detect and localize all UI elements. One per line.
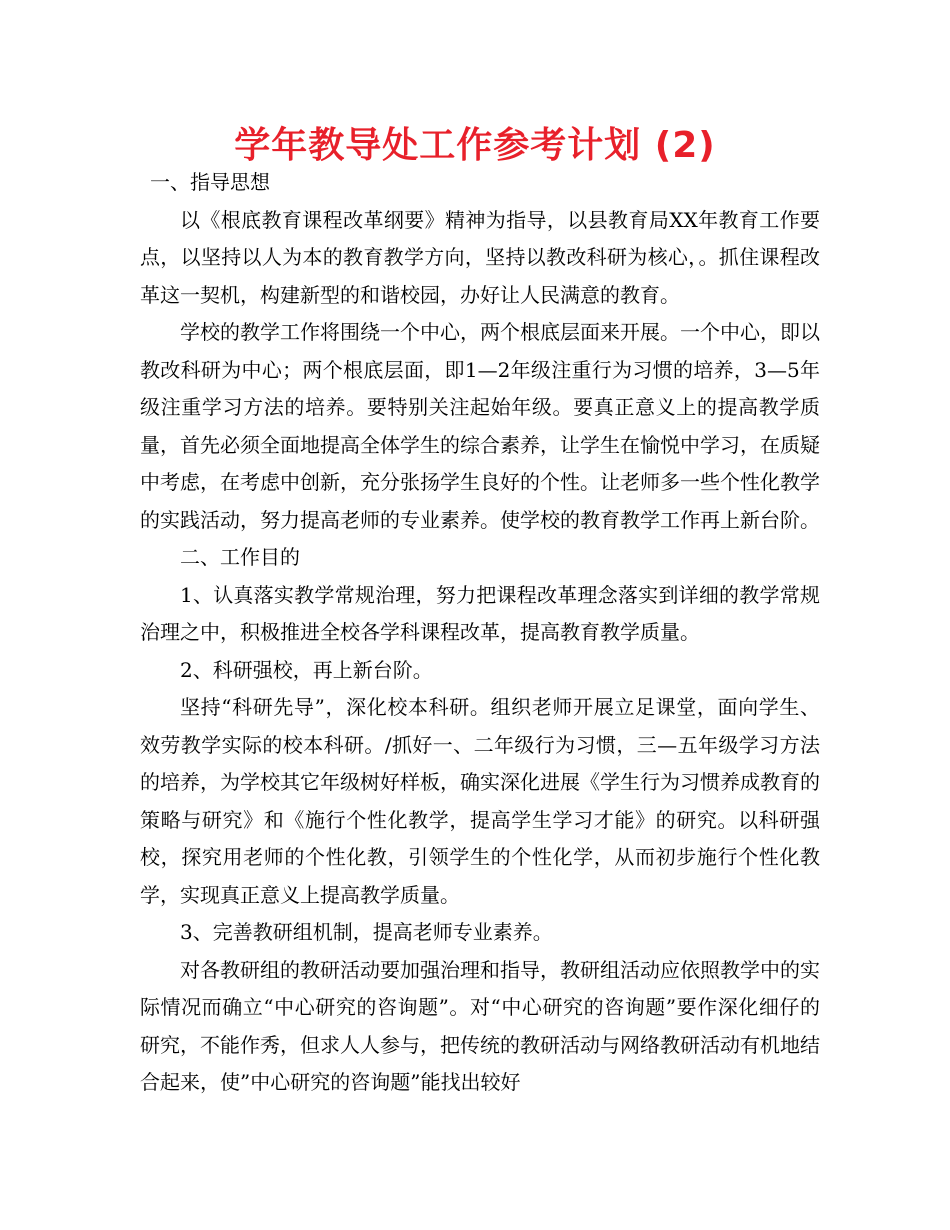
goal-item-3: 3、完善教研组机制，提高老师专业素养。 [180, 920, 553, 944]
paragraph-research-first: 坚持“科研先导”，深化校本科研。组织老师开展立足课堂，面向学生、效劳教学实际的校本科研。/抓好一、二年级行为习惯，三—五年级学习方法的培养，为学校其它年级树好样板，确实深化进展《学生行为习惯养成教育的策略与研究》和《施行个性化教学，提高学生学习才能》的研究。以科研强校，探究用老师的个性化教，引领学生的个性化学，从而初步施行个性化教学，实现真正意义上提高教学质量。 [140, 695, 820, 907]
paragraph-guiding-thought: 以《根底教育课程改革纲要》精神为指导，以县教育局XX年教育工作要点，以坚持以人为本的教育教学方向，坚持以教改科研为核心，。抓住课程改革这一契机，构建新型的和谐校园，办好让人民满意的教育。 [140, 207, 820, 307]
section-heading-guiding-thought: 一、指导思想 [150, 170, 270, 194]
section-heading-work-goals: 二、工作目的 [180, 545, 300, 569]
goal-item-1: 1、认真落实教学常规治理，努力把课程改革理念落实到详细的教学常规治理之中，积极推进全校各学科课程改革，提高教育教学质量。 [140, 582, 820, 644]
document-title: 学年教导处工作参考计划 (2) [234, 125, 716, 166]
goal-item-2: 2、科研强校，再上新台阶。 [180, 657, 433, 682]
paragraph-teaching-focus: 学校的教学工作将围绕一个中心，两个根底层面来开展。一个中心，即以教改科研为中心；两个根底层面，即1—2年级注重行为习惯的培养，3—5年级注重学习方法的培养。要特别关注起始年级。要真正意义上的提高教学质量，首先必须全面地提高全体学生的综合素养，让学生在愉悦中学习，在质疑中考虑，在考虑中创新，充分张扬学生良好的个性。让老师多一些个性化教学的实践活动，努力提高老师的专业素养。使学校的教育教学工作再上新台阶。 [140, 320, 820, 532]
document-body [140, 164, 820, 1102]
paragraph-teaching-research: 对各教研组的教研活动要加强治理和指导，教研组活动应依照教学中的实际情况而确立“中心研究的咨询题”。对“中心研究的咨询题”要作深化细仔的研究，不能作秀，但求人人参与，把传统的教研活动与网络教研活动有机地结合起来，使”中心研究的咨询题”能找出较好 [140, 957, 820, 1094]
